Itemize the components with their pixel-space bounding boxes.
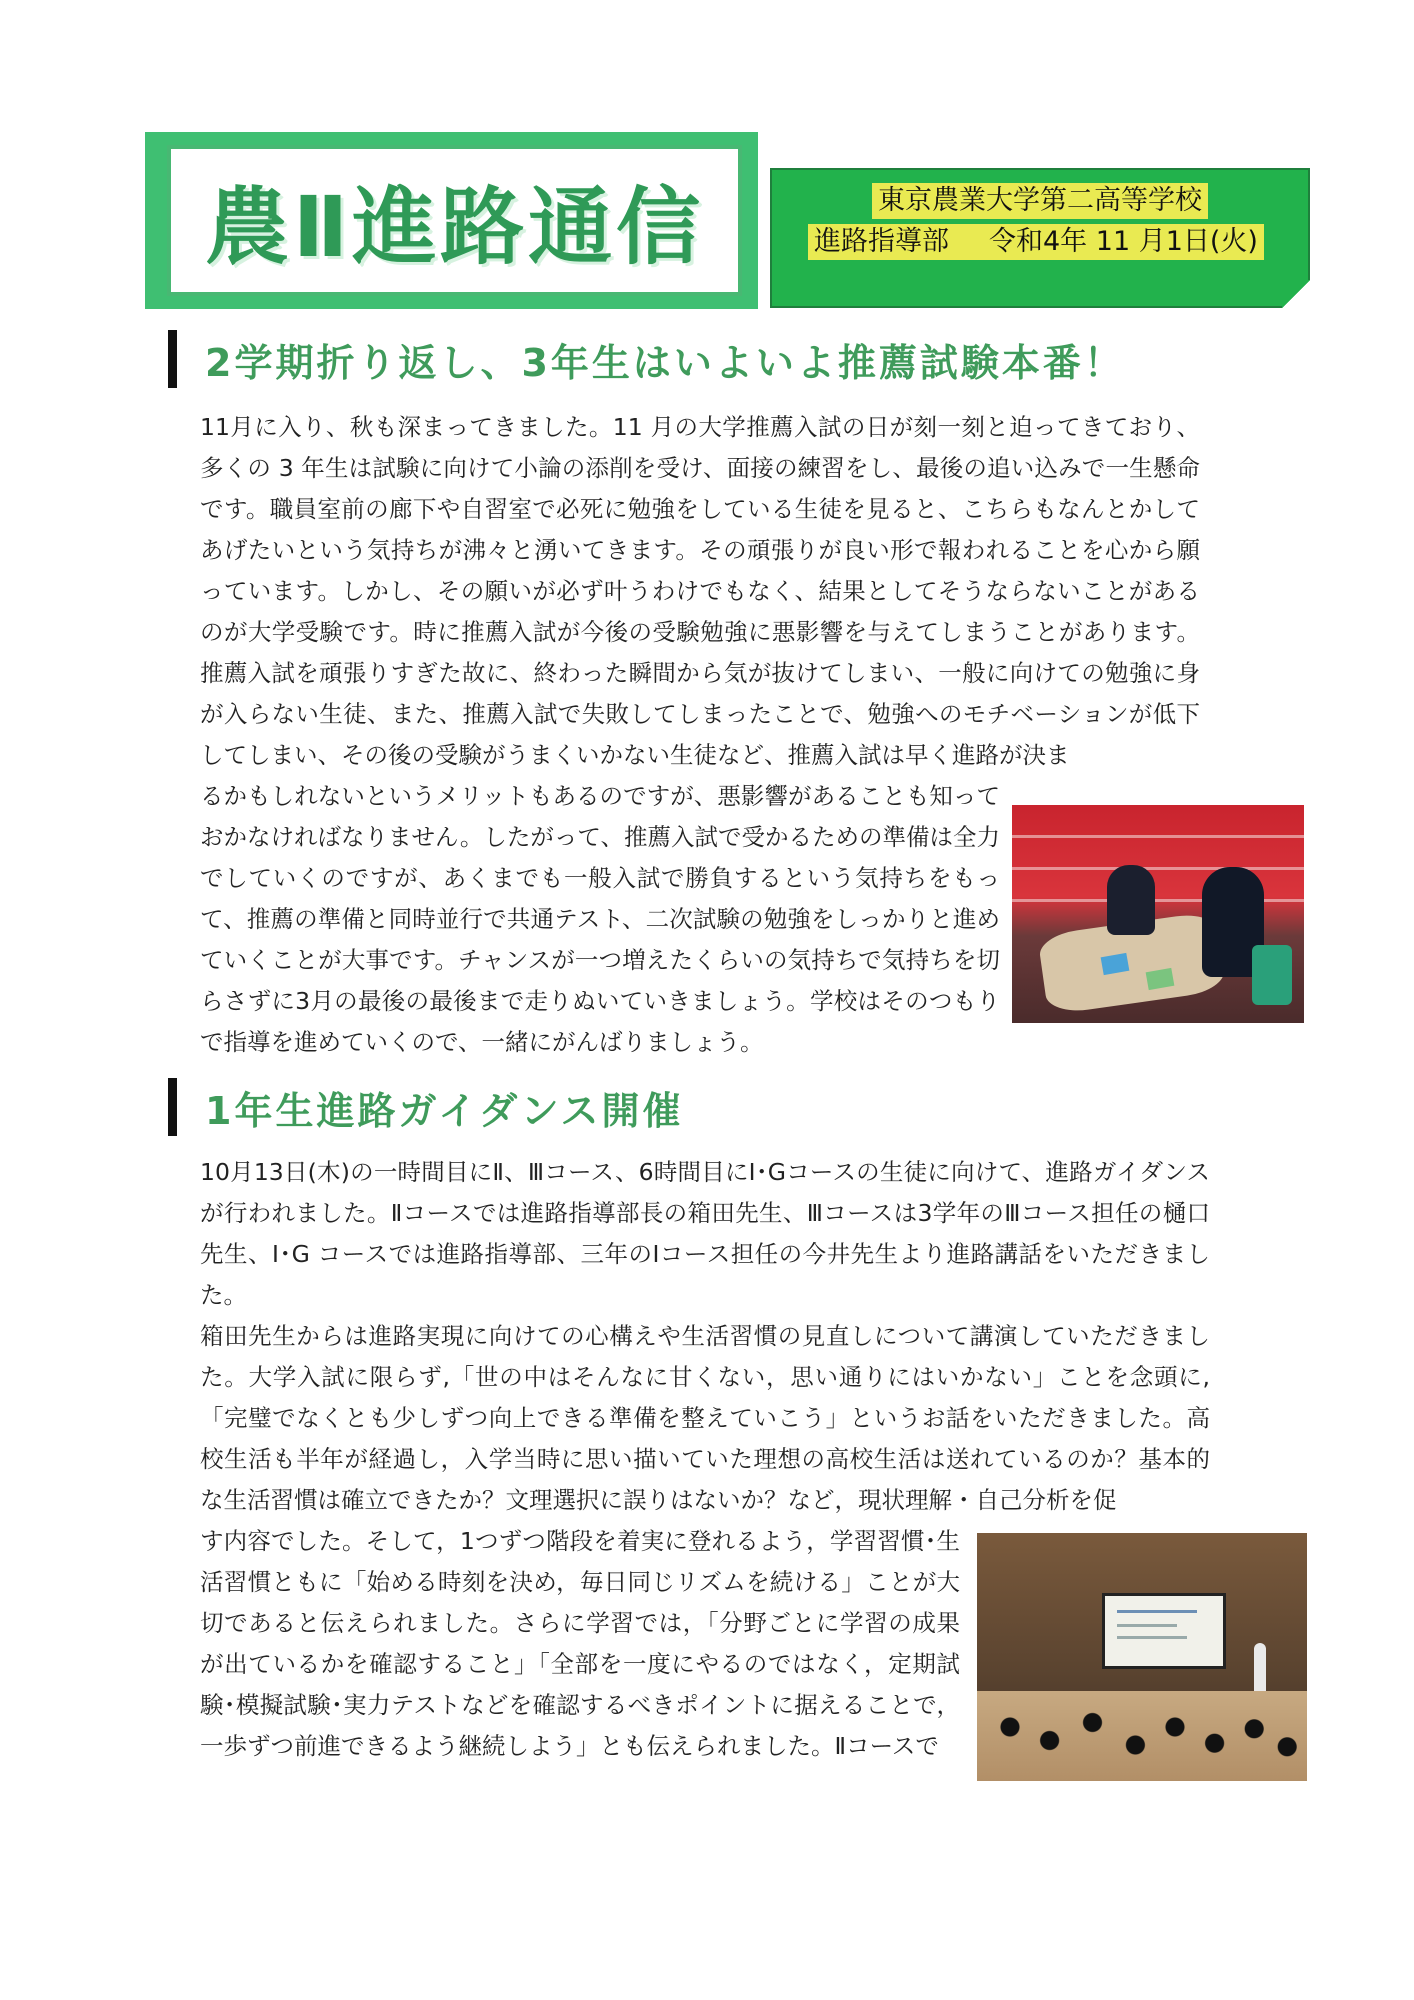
section-heading-guidance xyxy=(168,1078,684,1136)
section1-paragraph-a: 11月に入り、秋も深まってきました。11 月の大学推薦入試の日が刻一刻と迫ってきており、多くの 3 年生は試験に向けて小論の添削を受け、面接の練習をし、最後の追い込みで一生懸命です。職員室前の廊下や自習室で必死に勉強をしている生徒を見ると、こちらもなんとかしてあげたいという気持ちが沸々と湧いてきます。その頑張りが良い形で報われることを心から願っています。しかし、その願いが必ず叶うわけでもなく、結果としてそうならないことがあるのが大学受験です。時に推薦入試が今後の受験勉強に悪影響を与えてしまうことがあります。推薦入試を頑張りすぎた故に、終わった瞬間から気が抜けてしまい、一般に向けての勉強に身が入らない生徒、また、推薦入試で失敗してしまったことで、勉強へのモチベーションが低下してしまい、その後の受験がうまくいかない生徒など、推薦入試は早く進路が決ま xyxy=(200,413,1200,769)
section2-paragraph-b: 箱田先生からは進路実現に向けての心構えや生活習慣の見直しについて講演していただきました。大学入試に限らず,「世の中はそんなに甘くない，思い通りにはいかない」ことを念頭に,「完璧でなくとも少しずつ向上できる準備を整えていこう」というお話をいただきました。高校生活も半年が経過し，入学当時に思い描いていた理想の高校生活は送れているのか？基本的な生活習慣は確立できたか？文理選択に誤りはないか？など，現状理解・自己分析を促 xyxy=(200,1322,1210,1514)
speaker-figure xyxy=(1254,1643,1266,1693)
issue-date: 令和4年 11 月1日(火) xyxy=(989,226,1258,257)
issuer-department-date xyxy=(808,224,1264,260)
heading-bar xyxy=(168,330,177,388)
issuer-department: 進路指導部 xyxy=(814,226,949,257)
heading-bar xyxy=(168,1078,177,1136)
chair xyxy=(1252,945,1292,1005)
section2-paragraph-a: 10月13日(木)の一時間目にⅡ、Ⅲコース、6時間目にⅠ･Gコースの生徒に向けて、進路ガイダンスが行われました。Ⅱコースでは進路指導部長の箱田先生、Ⅲコースは3学年のⅢコース担任の樋口先生、Ⅰ･G コースでは進路指導部、三年のⅠコース担任の今井先生より進路講話をいただきました。 xyxy=(200,1158,1210,1309)
masthead-banner xyxy=(145,132,758,309)
section2-paragraph-c: す内容でした。そして，1つずつ階段を着実に登れるよう，学習習慣･生活習慣ともに「始める時刻を決め，毎日同じリズムを続ける」ことが大切であると伝えられました。さらに学習では，「分野ごとに学習の成果が出ているかを確認すること」「全部を一度にやるのではなく，定期試験･模擬試験･実力テストなどを確認するべきポイントに据えることで，一歩ずつ前進できるよう継続しよう」とも伝えられました。Ⅱコースで xyxy=(200,1527,960,1760)
section1-paragraph-b: るかもしれないというメリットもあるのですが、悪影響があることも知っておかなければなりません。したがって、推薦入試で受かるための準備は全力でしていくのですが、あくまでも一般入試で勝負するという気持ちをもって、推薦の準備と同時並行で共通テスト、二次試験の勉強をしっかりと進めていくことが大事です。チャンスが一つ増えたくらいの気持ちで気持ちを切らさずに3月の最後の最後まで走りぬいていきましょう。学校はそのつもりで指導を進めていくので、一緒にがんばりましょう。 xyxy=(200,782,1000,1056)
projection-screen xyxy=(1102,1593,1226,1669)
section-heading-recommendation-exams xyxy=(168,330,1125,388)
student-figure xyxy=(1107,865,1155,935)
page-curl-decoration xyxy=(1282,280,1310,308)
photo-students-studying xyxy=(1012,805,1304,1023)
heading-text: 2学期折り返し、3年生はいよいよ推薦試験本番！ xyxy=(205,340,1125,385)
newsletter-title: 農Ⅱ進路通信 xyxy=(204,178,705,276)
issuer-school: 東京農業大学第二高等学校 xyxy=(872,183,1208,219)
audience xyxy=(977,1691,1307,1781)
issuer-box xyxy=(770,168,1310,308)
masthead-frame xyxy=(167,145,742,296)
photo-guidance-lecture-hall xyxy=(977,1533,1307,1781)
heading-text: 1年生進路ガイダンス開催 xyxy=(205,1088,684,1133)
